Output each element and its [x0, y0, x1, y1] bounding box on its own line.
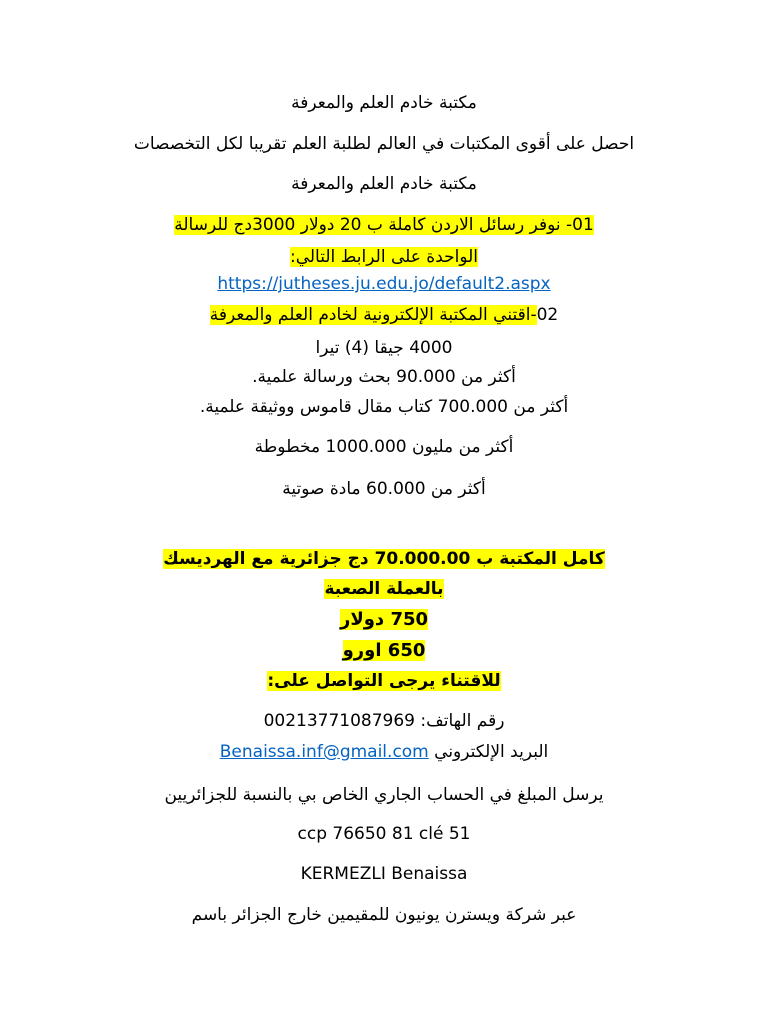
price-usd-text: 750 دولار	[339, 609, 429, 630]
hard-currency-line	[60, 577, 708, 601]
contact-heading	[60, 669, 708, 693]
library-title-text: مكتبة خادم العلم والمعرفة	[291, 93, 477, 113]
phone-number[interactable]: 00213771087969	[263, 711, 415, 731]
offer2-heading	[60, 303, 708, 327]
library-size	[60, 336, 708, 360]
account-holder	[60, 862, 708, 886]
email-label: البريد الإلكتروني	[434, 742, 549, 762]
ccp-account-text: ccp 76650 81 clé 51	[297, 824, 471, 844]
stat-theses	[60, 365, 708, 389]
library-title-repeat	[60, 172, 708, 196]
phone-row	[60, 709, 708, 733]
stat-manuscripts	[60, 435, 708, 459]
offer1-line1	[60, 213, 708, 237]
price-eur	[60, 639, 708, 663]
phone-label: رقم الهاتف:	[420, 711, 505, 731]
library-title	[60, 91, 708, 115]
price-usd	[60, 608, 708, 632]
stat-books-text: أكثر من 700.000 كتاب مقال قاموس ووثيقة علمية.	[199, 397, 569, 417]
email-link[interactable]: Benaissa.inf@gmail.com	[219, 742, 429, 762]
contact-heading-text: للاقتناء يرجى التواصل على:	[267, 671, 501, 691]
jutheses-link[interactable]: https://jutheses.ju.edu.jo/default2.aspx	[217, 274, 551, 294]
offer1-line1-text: 01- نوفر رسائل الاردن كاملة ب 20 دولار 3000دج للرسالة	[174, 215, 594, 235]
western-union-text: عبر شركة ويسترن يونيون للمقيمين خارج الجزائر باسم	[191, 905, 577, 925]
western-union-note	[60, 903, 708, 927]
email-row	[60, 740, 708, 764]
price-line-text: كامل المكتبة ب 70.000.00 دج جزائرية مع الهرديسك	[163, 549, 605, 569]
offer2-text: -اقتني المكتبة الإلكترونية لخادم العلم والمعرفة	[209, 305, 537, 325]
transfer-note	[60, 783, 708, 807]
transfer-note-text: يرسل المبلغ في الحساب الجاري الخاص بي بالنسبة للجزائريين	[164, 785, 604, 805]
offer2-number: 02	[536, 305, 559, 325]
hard-currency-text: بالعملة الصعبة	[324, 579, 444, 599]
library-title-repeat-text: مكتبة خادم العلم والمعرفة	[291, 174, 477, 194]
stat-theses-text: أكثر من 90.000 بحث ورسالة علمية.	[252, 367, 516, 387]
offer1-line2	[60, 245, 708, 269]
stat-books	[60, 395, 708, 419]
price-line	[60, 547, 708, 571]
account-holder-text: KERMEZLI Benaissa	[300, 864, 468, 884]
stat-manuscripts-text: أكثر من مليون 1000.000 مخطوطة	[254, 437, 514, 457]
offer1-line2-text: الواحدة على الرابط التالي:	[289, 247, 479, 267]
tagline	[60, 132, 708, 156]
price-eur-text: 650 اورو	[342, 640, 426, 661]
library-size-text: 4000 جيقا (4) تيرا	[315, 338, 453, 358]
jutheses-link-row	[60, 272, 708, 296]
tagline-text: احصل على أقوى المكتبات في العالم لطلبة العلم تقريبا لكل التخصصات	[133, 134, 635, 154]
stat-audio-text: أكثر من 60.000 مادة صوتية	[282, 479, 486, 499]
ccp-account	[60, 822, 708, 846]
stat-audio	[60, 477, 708, 501]
